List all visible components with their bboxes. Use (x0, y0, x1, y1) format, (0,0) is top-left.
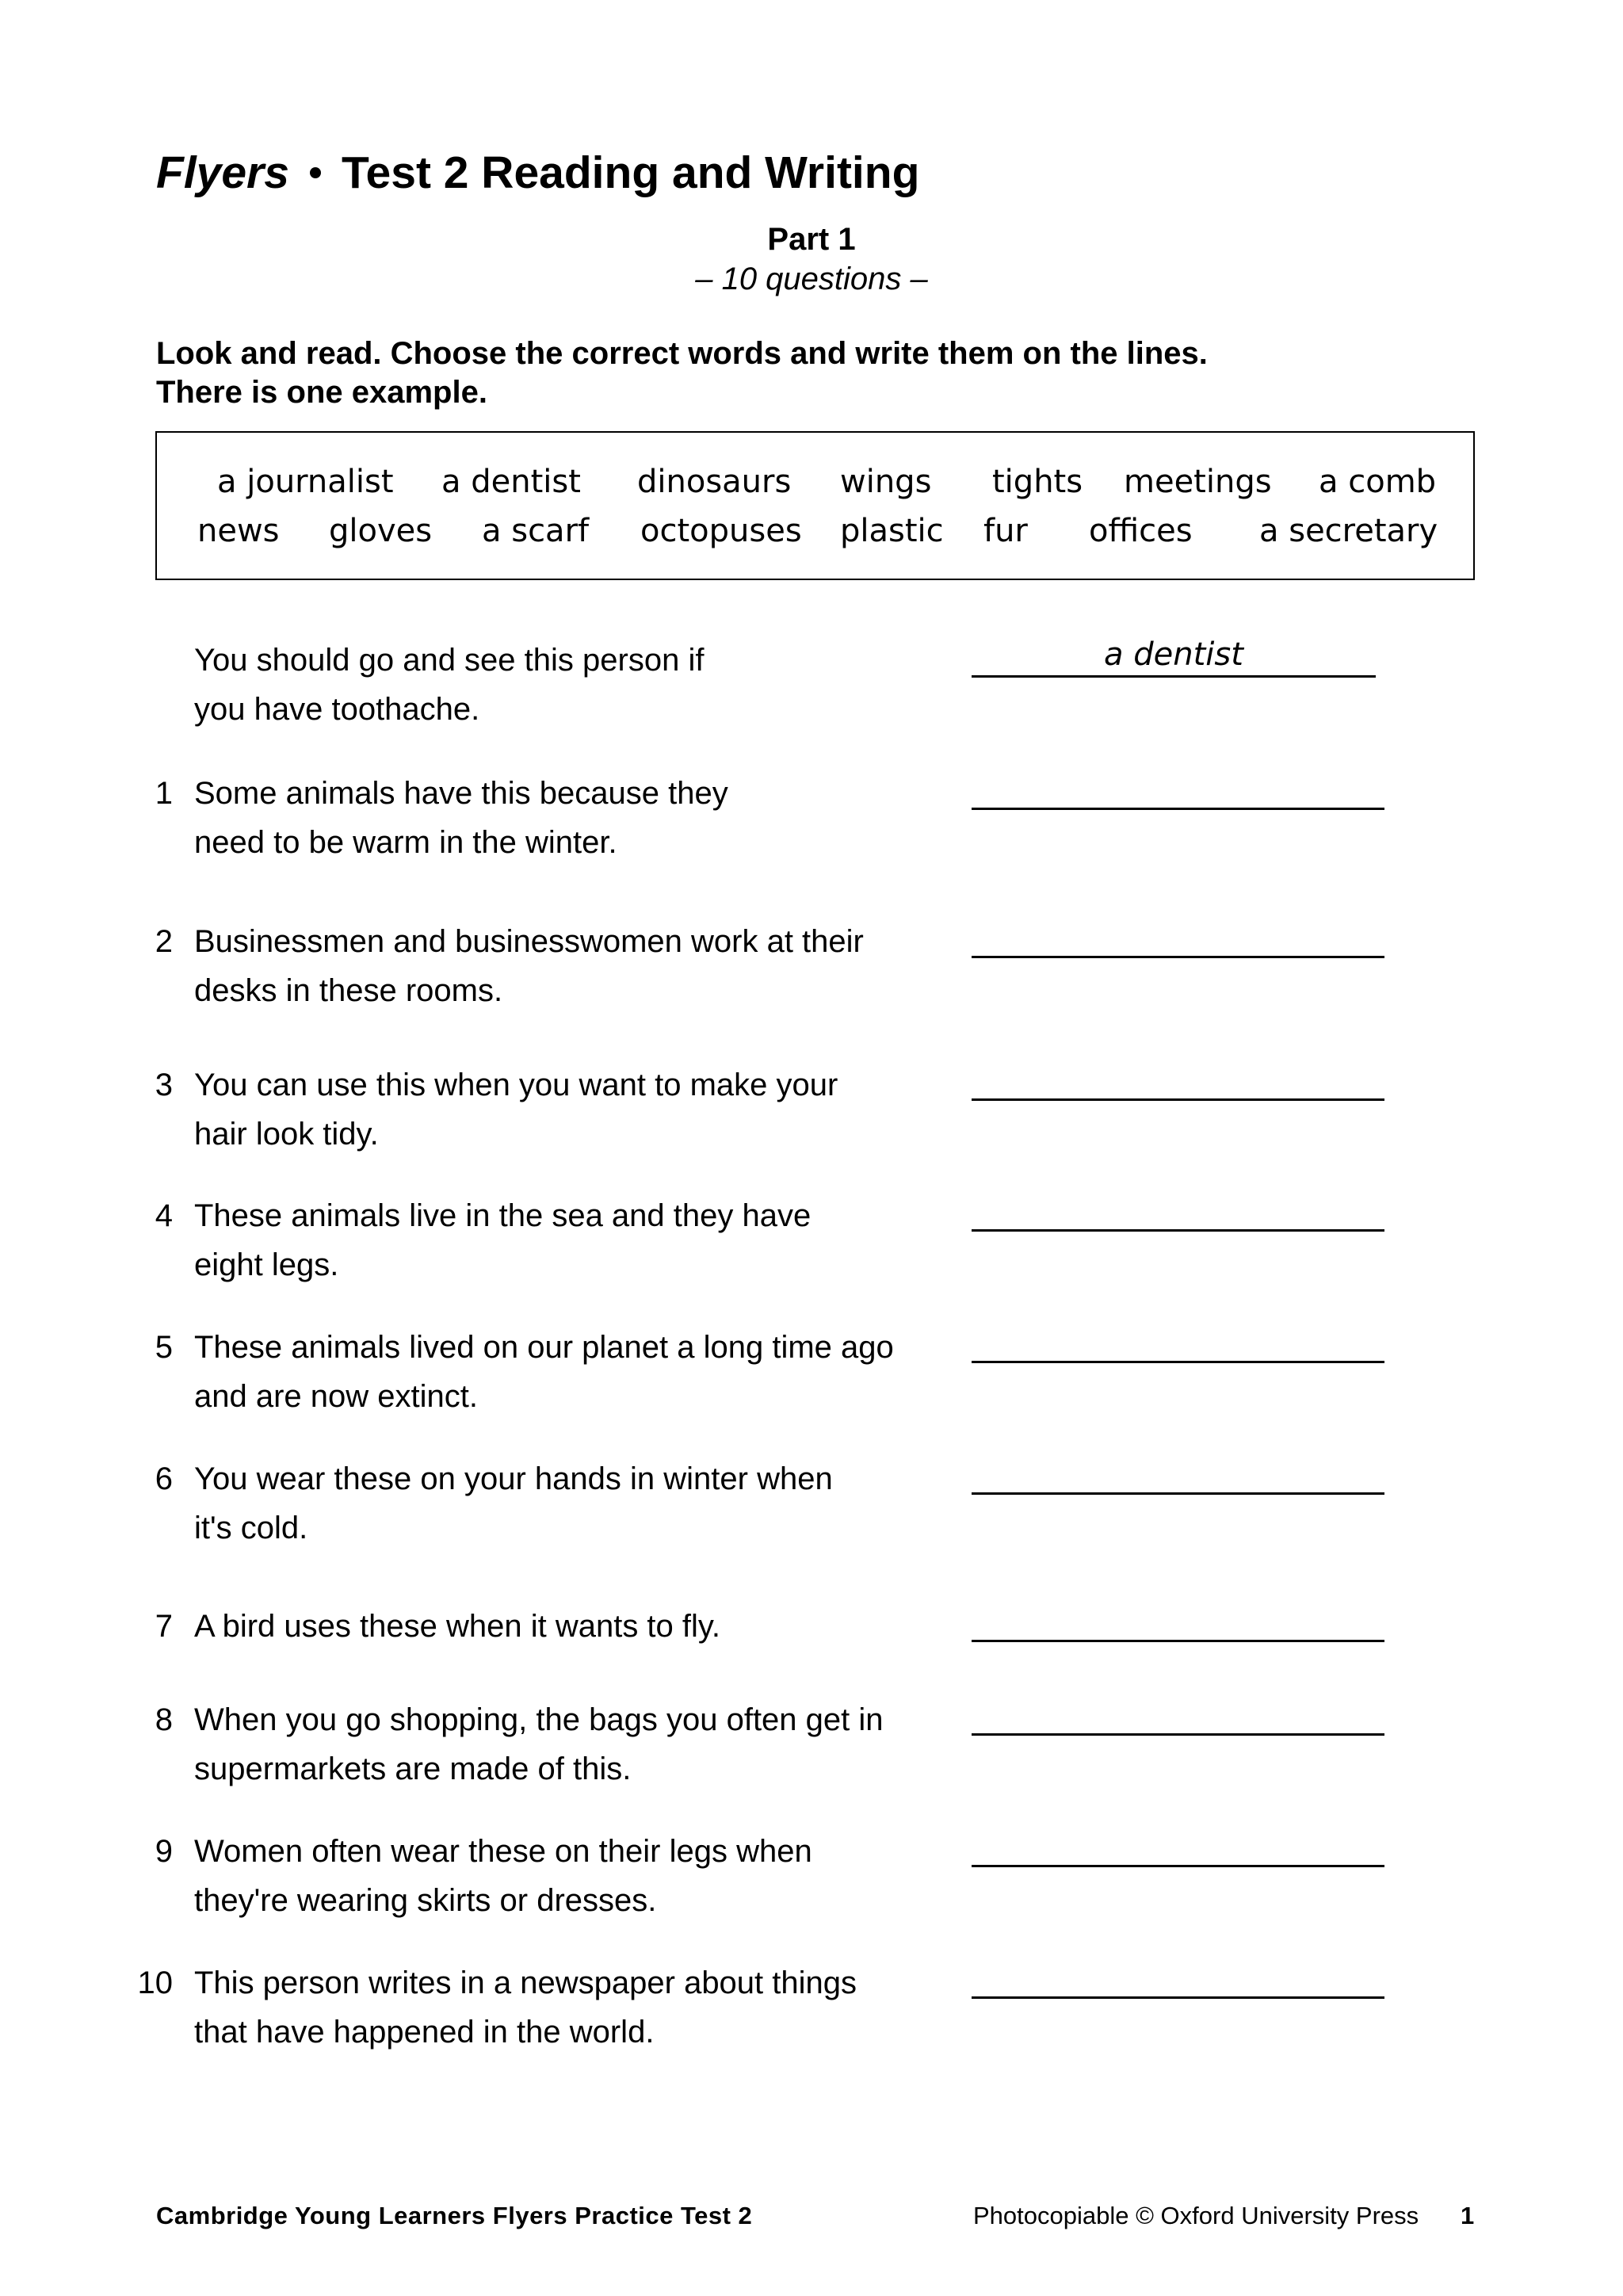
instruction-line-1: Look and read. Choose the correct words and write them on the lines. (156, 336, 1208, 371)
question-text (194, 1323, 947, 1421)
question-text (194, 1827, 947, 1925)
footer-copyright: Photocopiable © Oxford University Press (973, 2202, 1419, 2229)
question-text (194, 636, 947, 734)
test-title: Test 2 Reading and Writing (341, 147, 920, 198)
question-number: 9 (155, 1834, 173, 1869)
question-line-1: These animals live in the sea and they have (194, 1198, 812, 1233)
question-number: 5 (155, 1330, 173, 1365)
question-number: 6 (155, 1461, 173, 1496)
question-line-2: supermarkets are made of this. (194, 1752, 632, 1786)
word-option: a secretary (1259, 513, 1438, 549)
question-text (194, 1191, 947, 1289)
question-line-2: hair look tidy. (194, 1117, 379, 1152)
question-line-2: need to be warm in the winter. (194, 825, 617, 860)
word-option: a dentist (441, 464, 581, 500)
word-option: wings (840, 464, 932, 500)
question-line-1: Some animals have this because they (194, 776, 728, 811)
series-name: Flyers (156, 147, 289, 198)
question-line-1: Businessmen and businesswomen work at their (194, 924, 864, 959)
question-line-1: Women often wear these on their legs when (194, 1834, 812, 1869)
answer-line-2[interactable] (972, 956, 1384, 958)
question-number: 10 (137, 1966, 173, 2000)
question-text (194, 769, 947, 867)
question-line-2: they're wearing skirts or dresses. (194, 1883, 657, 1918)
question-number: 3 (155, 1068, 173, 1102)
answer-line-6[interactable] (972, 1492, 1384, 1495)
question-text (194, 1958, 947, 2057)
answer-line-3[interactable] (972, 1098, 1384, 1101)
answer-line-7[interactable] (972, 1640, 1384, 1642)
footer-title: Cambridge Young Learners Flyers Practice Test 2 (156, 2202, 753, 2229)
question-line-2: desks in these rooms. (194, 973, 503, 1008)
question-text (194, 1695, 947, 1794)
word-option: offices (1089, 513, 1193, 549)
instruction-line-2: There is one example. (156, 375, 487, 410)
word-option: octopuses (640, 513, 802, 549)
word-option: plastic (840, 513, 944, 549)
part-title: Part 1 (767, 222, 856, 257)
question-number: 7 (155, 1609, 173, 1644)
answer-line-1[interactable] (972, 808, 1384, 810)
question-line-1: You wear these on your hands in winter when (194, 1461, 833, 1496)
question-count: – 10 questions – (695, 262, 928, 296)
word-option: news (197, 513, 280, 549)
word-box (155, 431, 1475, 580)
answer-line-8[interactable] (972, 1733, 1384, 1736)
question-number: 4 (155, 1198, 173, 1233)
question-line-1: You can use this when you want to make your (194, 1068, 838, 1102)
question-text (194, 1454, 947, 1553)
question-line-2: you have toothache. (194, 692, 480, 727)
page-title (156, 147, 920, 198)
answer-line-9[interactable] (972, 1865, 1384, 1867)
question-text (194, 917, 947, 1015)
question-line-2: eight legs. (194, 1247, 339, 1282)
question-number: 2 (155, 924, 173, 959)
word-option: dinosaurs (637, 464, 792, 500)
example-answer-line (972, 636, 1376, 678)
word-option: a scarf (482, 513, 590, 549)
word-option: tights (992, 464, 1083, 500)
example-answer: a dentist (1104, 636, 1243, 673)
question-text (194, 1602, 947, 1651)
answer-line-4[interactable] (972, 1229, 1384, 1232)
question-line-2: and are now extinct. (194, 1379, 478, 1414)
question-line-1: You should go and see this person if (194, 643, 705, 678)
question-line-1: These animals lived on our planet a long time ago (194, 1330, 894, 1365)
question-line-2: that have happened in the world. (194, 2015, 655, 2050)
question-line-1: A bird uses these when it wants to fly. (194, 1609, 721, 1644)
word-option: gloves (329, 513, 433, 549)
answer-line-10[interactable] (972, 1996, 1384, 1999)
word-option: a comb (1319, 464, 1437, 500)
instructions (156, 334, 1208, 412)
question-number: 1 (155, 776, 173, 811)
question-text (194, 1060, 947, 1159)
question-line-1: This person writes in a newspaper about things (194, 1966, 857, 2000)
question-number: 8 (155, 1702, 173, 1737)
page-number: 1 (1461, 2202, 1475, 2229)
word-option: meetings (1124, 464, 1272, 500)
answer-line-5[interactable] (972, 1361, 1384, 1363)
word-option: fur (983, 513, 1028, 549)
question-line-2: it's cold. (194, 1511, 308, 1545)
word-option: a journalist (217, 464, 394, 500)
question-line-1: When you go shopping, the bags you often get in (194, 1702, 884, 1737)
bullet-icon (310, 167, 321, 178)
